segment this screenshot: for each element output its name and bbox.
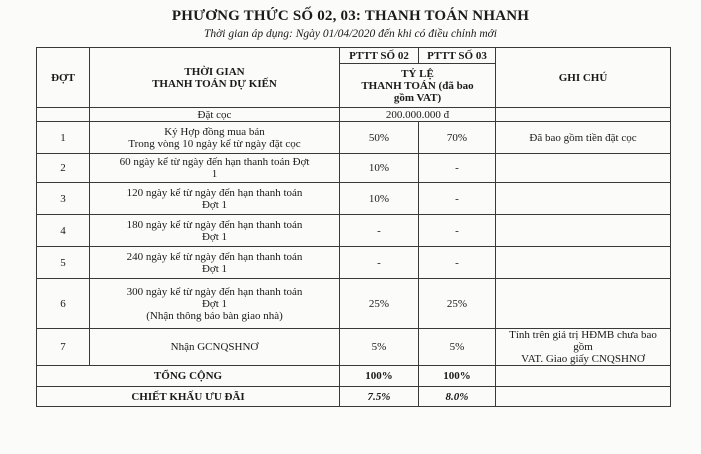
header-pttt-03: PTTT SỐ 03 (419, 48, 496, 64)
row-time: 240 ngày kể từ ngày đến hạn thanh toán Đợt 1 (90, 247, 340, 279)
total-label: TỔNG CỘNG (37, 366, 340, 387)
row-dot: 7 (37, 329, 90, 366)
header-pttt-02: PTTT SỐ 02 (340, 48, 419, 64)
table-row (37, 279, 671, 329)
table-row (37, 183, 671, 215)
discount-pttt-02: 7.5% (340, 387, 419, 407)
table-row (37, 122, 671, 154)
row-note (496, 279, 671, 329)
total-pttt-02: 100% (340, 366, 419, 387)
header-thoi-gian: THỜI GIAN THANH TOÁN DỰ KIẾN (90, 48, 340, 108)
row-pttt-03: - (419, 215, 496, 247)
row-dot: 6 (37, 279, 90, 329)
header-row (37, 48, 671, 64)
table-row (37, 329, 671, 366)
row-pttt-03: - (419, 154, 496, 183)
discount-row (37, 387, 671, 407)
row-note (496, 154, 671, 183)
header-ghi-chu: GHI CHÚ (496, 48, 671, 108)
row-time: 120 ngày kể từ ngày đến hạn thanh toán Đợt 1 (90, 183, 340, 215)
deposit-row (37, 108, 671, 122)
row-time: Nhận GCNQSHNƠ (90, 329, 340, 366)
page-title: PHƯƠNG THỨC SỐ 02, 03: THANH TOÁN NHANH (171, 8, 530, 24)
discount-pttt-03: 8.0% (419, 387, 496, 407)
total-row (37, 366, 671, 387)
row-pttt-02: - (340, 215, 419, 247)
row-pttt-02: 10% (340, 154, 419, 183)
row-note (496, 183, 671, 215)
row-dot: 5 (37, 247, 90, 279)
row-note (496, 247, 671, 279)
row-pttt-02: - (340, 247, 419, 279)
row-pttt-02: 5% (340, 329, 419, 366)
row-time: 180 ngày kể từ ngày đến hạn thanh toán Đợt 1 (90, 215, 340, 247)
row-pttt-03: 25% (419, 279, 496, 329)
row-pttt-02: 50% (340, 122, 419, 154)
row-pttt-03: - (419, 247, 496, 279)
table-row (37, 154, 671, 183)
row-pttt-02: 10% (340, 183, 419, 215)
row-pttt-03: 5% (419, 329, 496, 366)
header-dot: ĐỢT (37, 48, 90, 108)
table-row (37, 247, 671, 279)
row-dot: 3 (37, 183, 90, 215)
row-time: 300 ngày kể từ ngày đến hạn thanh toán Đợt 1 (Nhận thông báo bàn giao nhà) (90, 279, 340, 329)
row-dot: 1 (37, 122, 90, 154)
row-note (496, 215, 671, 247)
row-note: Tính trên giá trị HĐMB chưa bao gồm VAT. Giao giấy CNQSHNƠ (496, 329, 671, 366)
deposit-amount: 200.000.000 đ (340, 108, 496, 122)
row-time: Ký Hợp đồng mua bán Trong vòng 10 ngày kể từ ngày đặt cọc (90, 122, 340, 154)
row-pttt-03: 70% (419, 122, 496, 154)
payment-schedule-table (36, 47, 671, 407)
discount-label: CHIẾT KHẤU ƯU ĐÃI (37, 387, 340, 407)
deposit-label: Đặt cọc (90, 108, 340, 122)
row-pttt-02: 25% (340, 279, 419, 329)
row-dot: 4 (37, 215, 90, 247)
total-pttt-03: 100% (419, 366, 496, 387)
row-note: Đã bao gồm tiền đặt cọc (496, 122, 671, 154)
row-time: 60 ngày kể từ ngày đến hạn thanh toán Đợt 1 (90, 154, 340, 183)
row-dot: 2 (37, 154, 90, 183)
row-pttt-03: - (419, 183, 496, 215)
table-row (37, 215, 671, 247)
header-ty-le: TỶ LỆ THANH TOÁN (đã bao gồm VAT) (340, 64, 496, 108)
page-subtitle: Thời gian áp dụng: Ngày 01/04/2020 đến khi có điều chỉnh mới (203, 28, 498, 40)
